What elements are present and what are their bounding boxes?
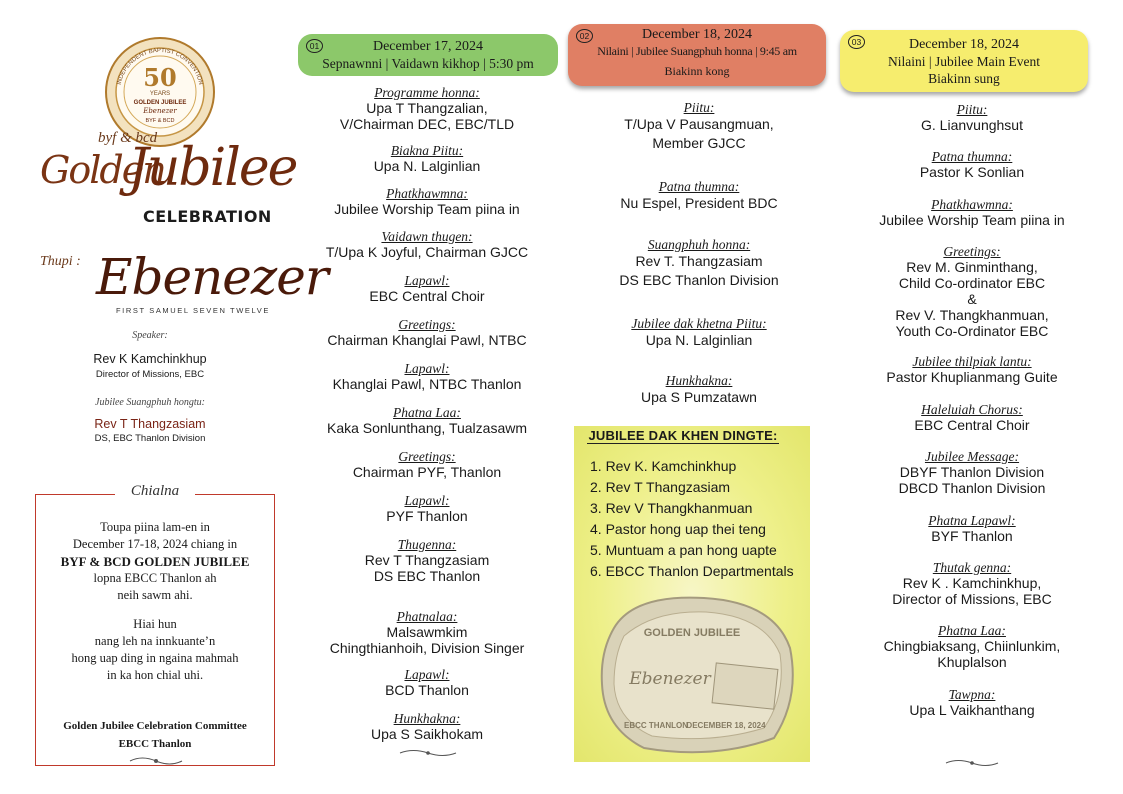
suangphuh-label: Jubilee Suangphuh hongtu: xyxy=(95,397,205,408)
programme-item xyxy=(838,513,1106,544)
item-value: Khanglai Pawl, NTBC Thanlon xyxy=(332,376,522,392)
item-label: Piitu: xyxy=(683,100,715,115)
item-value: Upa N. Lalginlian xyxy=(645,332,753,348)
svg-text:YEARS: YEARS xyxy=(149,91,171,97)
invitation-line: neih sawm ahi. xyxy=(117,588,193,602)
item-label: Greetings: xyxy=(398,317,456,332)
item-label: Jubilee thilpiak lantu: xyxy=(912,354,1032,369)
day1-subtitle: Sepnawnni | Vaidawn kikhop | 5:30 pm xyxy=(322,56,534,71)
item-label: Haleluiah Chorus: xyxy=(921,402,1023,417)
programme-item xyxy=(568,179,830,213)
item-label: Tawpna: xyxy=(948,687,996,702)
item-value: Rev T Thangzasiam xyxy=(364,552,490,568)
programme-item xyxy=(568,373,830,407)
brand-golden: Golden xyxy=(40,148,165,192)
item-label: Lapawl: xyxy=(404,361,450,376)
programme-item xyxy=(296,493,558,524)
item-label: Patna thumna: xyxy=(931,149,1013,164)
item-value: & xyxy=(967,291,977,307)
theme-verse: FIRST SAMUEL SEVEN TWELVE xyxy=(116,306,270,315)
programme-item xyxy=(296,711,558,742)
item-label: Lapawl: xyxy=(404,493,450,508)
day2-date: December 18, 2024 xyxy=(641,27,753,42)
item-value: Director of Missions, EBC xyxy=(892,591,1052,607)
item-value: DBCD Thanlon Division xyxy=(898,480,1046,496)
item-label: Phatna Laa: xyxy=(938,623,1006,638)
svg-text:Ebenezer: Ebenezer xyxy=(143,107,177,115)
programme-item xyxy=(838,687,1106,718)
item-value: Chairman Khanglai Pawl, NTBC xyxy=(327,332,527,348)
item-value: Upa S Pumzatawn xyxy=(641,389,757,405)
invitation-footer xyxy=(36,717,274,753)
programme-item xyxy=(296,361,558,392)
day2-venue: Biakinn kong xyxy=(664,64,730,78)
svg-text:EBCC THANLON: EBCC THANLON xyxy=(624,721,688,730)
item-value: Rev M. Ginminthang, xyxy=(906,259,1038,275)
honourees-list-box xyxy=(574,426,810,762)
item-label: Lapawl: xyxy=(404,273,450,288)
item-value: Pastor Khuplianmang Guite xyxy=(886,369,1058,385)
day1-date: December 17, 2024 xyxy=(372,39,484,54)
programme-item xyxy=(296,317,558,348)
item-value: Rev V. Thangkhanmuan, xyxy=(895,307,1049,323)
programme-item xyxy=(296,229,558,260)
programme-item xyxy=(296,537,558,584)
item-value: T/Upa K Joyful, Chairman GJCC xyxy=(325,244,529,260)
suangphuh-title: DS, EBC Thanlon Division xyxy=(94,433,206,444)
list-item: 3. Rev V Thangkhanmuan xyxy=(590,500,753,516)
list-item: 2. Rev T Thangzasiam xyxy=(590,479,731,495)
programme-item xyxy=(838,244,1106,339)
item-value: Upa N. Lalginlian xyxy=(373,158,481,174)
day2-subtitle: Nilaini | Jubilee Suangphuh honna | 9:45 am xyxy=(597,44,797,58)
committee-church: EBCC Thanlon xyxy=(118,738,192,750)
item-label: Thutak genna: xyxy=(932,560,1012,575)
item-label: Jubilee dak khetna Piitu: xyxy=(631,316,767,331)
item-label: Greetings: xyxy=(943,244,1001,259)
invitation-event: BYF & BCD GOLDEN JUBILEE xyxy=(60,554,250,569)
item-label: Phatnalaa: xyxy=(396,609,458,624)
item-label: Phatna Laa: xyxy=(393,405,461,420)
invitation-heading: Chialna xyxy=(115,483,195,500)
item-label: Vaidawn thugen: xyxy=(381,229,473,244)
item-value: Chingthianhoih, Division Singer xyxy=(329,640,525,656)
item-label: Phatna Lapawl: xyxy=(928,513,1016,528)
invitation-line: hong uap ding in ngaina mahmah xyxy=(71,651,239,665)
svg-text:GOLDEN JUBILEE: GOLDEN JUBILEE xyxy=(133,100,187,106)
programme-item xyxy=(838,402,1106,433)
item-value: Chingbiaksang, Chiinlunkim, xyxy=(883,638,1061,654)
svg-text:BYF & BCD: BYF & BCD xyxy=(145,118,175,124)
item-value: Upa T Thangzalian, xyxy=(366,100,488,116)
programme-item xyxy=(296,449,558,480)
programme-item xyxy=(568,316,830,350)
day3-venue: Biakinn sung xyxy=(928,71,1000,86)
brand-jubilee: Jubilee xyxy=(128,138,297,198)
item-label: Suangphuh honna: xyxy=(647,237,751,252)
item-value: DS EBC Thanlon xyxy=(373,568,481,584)
item-label: Hunkhakna: xyxy=(393,711,461,726)
item-label: Phatkhawmna: xyxy=(931,197,1013,212)
item-value: Child Co-ordinator EBC xyxy=(898,275,1046,291)
item-value: Upa S Saikhokam xyxy=(370,726,484,742)
svg-text:DECEMBER 18, 2024: DECEMBER 18, 2024 xyxy=(686,721,766,730)
programme-item xyxy=(568,100,830,153)
ornament-divider-icon xyxy=(944,758,1000,768)
item-label: Hunkhakna: xyxy=(665,373,733,388)
item-value: G. Lianvunghsut xyxy=(921,117,1023,133)
item-label: Patna thumna: xyxy=(658,179,740,194)
item-label: Piitu: xyxy=(956,102,988,117)
item-value: Youth Co-Ordinator EBC xyxy=(895,323,1049,339)
item-value: Member GJCC xyxy=(652,135,746,151)
item-value: Jubilee Worship Team piina in xyxy=(334,201,520,217)
item-value: Rev T. Thangzasiam xyxy=(635,253,763,269)
list-item: 4. Pastor hong uap thei teng xyxy=(590,521,766,537)
item-value: Upa L Vaikhanthang xyxy=(909,702,1035,718)
programme-item xyxy=(568,237,830,290)
invitation-line: lopna EBCC Thanlon ah xyxy=(93,571,217,585)
item-label: Lapawl: xyxy=(404,667,450,682)
programme-item xyxy=(296,143,558,174)
invitation-line: Toupa piina lam-en in xyxy=(100,520,210,534)
honourees-list xyxy=(590,456,794,582)
programme-item xyxy=(838,354,1106,385)
day3-subtitle: Nilaini | Jubilee Main Event xyxy=(888,54,1040,69)
invitation-line: December 17-18, 2024 chiang in xyxy=(72,537,238,551)
programme-item xyxy=(838,560,1106,607)
day3-number-badge: 03 xyxy=(848,35,865,49)
day2-header xyxy=(568,24,826,86)
day3-header xyxy=(840,30,1088,92)
list-item: 6. EBCC Thanlon Departmentals xyxy=(590,563,794,579)
brand-prefix: byf & bcd xyxy=(98,130,158,146)
item-value: T/Upa V Pausangmuan, xyxy=(624,116,774,132)
programme-item xyxy=(838,197,1106,228)
suangphuh-name: Rev T Thangzasiam xyxy=(94,417,206,431)
foundation-stone-image xyxy=(594,588,804,758)
honourees-title: JUBILEE DAK KHEN DINGTE: xyxy=(588,428,778,443)
item-value: DS EBC Thanlon Division xyxy=(619,272,779,288)
item-label: Biakna Piitu: xyxy=(390,143,464,158)
item-value: BCD Thanlon xyxy=(385,682,469,698)
item-label: Phatkhawmna: xyxy=(386,186,468,201)
item-value: Chairman PYF, Thanlon xyxy=(352,464,502,480)
item-value: PYF Thanlon xyxy=(386,508,468,524)
day3-date: December 18, 2024 xyxy=(908,37,1020,52)
invitation-body xyxy=(36,519,274,684)
day2-number-badge: 02 xyxy=(576,29,593,43)
item-value: Rev K . Kamchinkhup, xyxy=(902,575,1042,591)
list-item: 1. Rev K. Kamchinkhup xyxy=(590,458,737,474)
programme-item xyxy=(838,623,1106,670)
invitation-line: in ka hon chial uhi. xyxy=(106,668,204,682)
item-value: Pastor K Sonlian xyxy=(919,164,1025,180)
item-value: BYF Thanlon xyxy=(931,528,1013,544)
list-item: 5. Muntuam a pan hong uapte xyxy=(590,542,777,558)
svg-text:50: 50 xyxy=(143,63,177,92)
item-value: DBYF Thanlon Division xyxy=(899,464,1045,480)
invitation-line: Hiai hun xyxy=(133,617,177,631)
item-label: Greetings: xyxy=(398,449,456,464)
programme-item xyxy=(838,149,1106,180)
svg-text:INDEPENDENT BAPTIST CONVENTION: INDEPENDENT BAPTIST CONVENTION xyxy=(116,47,204,86)
ornament-divider-icon xyxy=(398,748,458,758)
invitation-box xyxy=(35,483,275,766)
item-value: EBC Central Choir xyxy=(369,288,485,304)
day1-header xyxy=(298,34,558,76)
item-value: Malsawmkim xyxy=(386,624,468,640)
programme-item xyxy=(296,85,558,132)
speaker-title: Director of Missions, EBC xyxy=(95,369,205,380)
invitation-line: nang leh na innkuante’n xyxy=(94,634,216,648)
item-value: Nu Espel, President BDC xyxy=(620,195,778,211)
item-value: EBC Central Choir xyxy=(914,417,1030,433)
programme-item xyxy=(296,186,558,217)
item-label: Programme honna: xyxy=(374,85,480,100)
programme-item xyxy=(838,449,1106,496)
svg-text:Ebenezer: Ebenezer xyxy=(629,669,711,689)
svg-text:GOLDEN JUBILEE: GOLDEN JUBILEE xyxy=(643,627,741,639)
programme-item xyxy=(296,667,558,698)
programme-item xyxy=(296,609,558,656)
item-label: Jubilee Message: xyxy=(924,449,1020,464)
item-value: Kaka Sonlunthang, Tualzasawm xyxy=(326,420,527,436)
item-value: Khuplalson xyxy=(937,654,1007,670)
committee-name: Golden Jubilee Celebration Committee xyxy=(63,720,247,732)
item-value: Jubilee Worship Team piina in xyxy=(879,212,1065,228)
item-value: V/Chairman DEC, EBC/TLD xyxy=(339,116,515,132)
programme-item xyxy=(838,102,1106,133)
theme-label: Thupi : xyxy=(40,254,81,269)
brand-celebration: CELEBRATION xyxy=(143,207,272,226)
day1-number-badge: 01 xyxy=(306,39,323,53)
programme-item xyxy=(296,273,558,304)
speaker-label: Speaker: xyxy=(132,330,168,341)
item-label: Thugenna: xyxy=(397,537,457,552)
speaker-name: Rev K Kamchinkhup xyxy=(93,352,207,366)
programme-item xyxy=(296,405,558,436)
theme-word: Ebenezer xyxy=(96,248,328,306)
ornament-divider-icon xyxy=(128,755,184,767)
